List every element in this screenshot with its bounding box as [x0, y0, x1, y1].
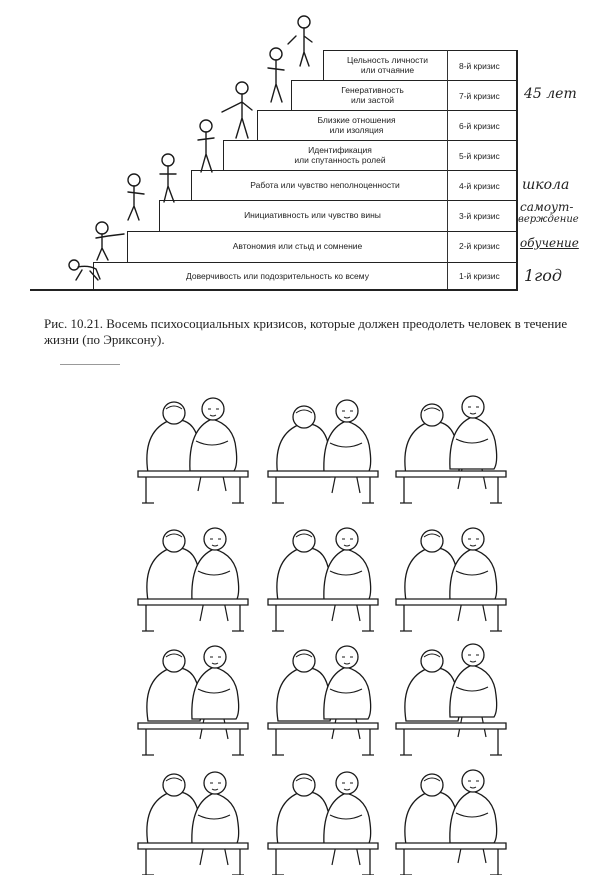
comic-panel-1-1: [138, 398, 248, 503]
comic-panel-2-1: [138, 528, 248, 631]
staircase-right-edge: [516, 50, 518, 290]
crisis-label-4: 4-й кризис: [459, 181, 500, 191]
elder-figure: [288, 16, 312, 66]
stage-label-6b: или изоляция: [329, 125, 384, 135]
handwritten-note-45-let: 45 лет: [524, 86, 577, 102]
toddler-figure: [96, 222, 124, 260]
handwritten-note-verzhdenie: верждение: [518, 214, 579, 225]
comic-panel-3-2: [268, 646, 378, 755]
stage-label-7a: Генеративность: [341, 85, 404, 95]
schoolchild-figure: [160, 154, 176, 202]
stage-label-5b: или спутанность ролей: [294, 155, 386, 165]
crisis-column-divider: [447, 50, 448, 290]
stage-label-1: Доверчивость или подозрительность ко всему: [186, 271, 369, 281]
comic-panel-3-3: [396, 644, 506, 755]
bench-comic-strip: [128, 385, 524, 875]
crisis-label-3: 3-й кризис: [459, 211, 500, 221]
comic-panel-2-3: [396, 528, 506, 631]
comic-panel-4-2: [268, 772, 378, 875]
stage-label-7b: или застой: [351, 95, 394, 105]
comic-panel-2-2: [268, 528, 378, 631]
comic-panel-1-3: [396, 396, 506, 503]
stage-label-8b: или отчаяние: [360, 65, 415, 75]
baby-figure: [69, 260, 100, 280]
crisis-label-2: 2-й кризис: [459, 241, 500, 251]
handwritten-note-shkola: школа: [522, 177, 570, 193]
adult-figure: [268, 48, 284, 102]
stage-label-5a: Идентификация: [308, 145, 372, 155]
stage-label-4: Работа или чувство неполноценности: [250, 180, 400, 190]
child-figure: [128, 174, 144, 220]
stage-label-3: Инициативность или чувство вины: [244, 210, 381, 220]
crisis-label-6: 6-й кризис: [459, 121, 500, 131]
stage-label-8a: Цельность личности: [347, 55, 428, 65]
crisis-label-7: 7-й кризис: [459, 91, 500, 101]
teen-figure: [198, 120, 214, 172]
comic-panel-4-1: [138, 772, 248, 875]
young-adult-figure: [222, 82, 252, 138]
handwritten-note-1god: 1год: [524, 266, 563, 285]
caption-separator: [60, 364, 120, 365]
figure-caption: Рис. 10.21. Восемь психосоциальных кризисов, которые должен преодолеть человек в течение жизни (по Эриксону).: [44, 316, 568, 347]
crisis-label-5: 5-й кризис: [459, 151, 500, 161]
crisis-label-8: 8-й кризис: [459, 61, 500, 71]
handwritten-note-obuchenie: обучение: [520, 236, 579, 250]
comic-panel-3-1: [138, 646, 248, 755]
stage-label-6a: Близкие отношения: [317, 115, 396, 125]
comic-panel-4-3: [396, 770, 506, 875]
handwritten-note-samout: самоут-: [520, 200, 574, 214]
climbing-figures-illustration: [60, 10, 330, 295]
stage-label-2: Автономия или стыд и сомнение: [232, 241, 363, 251]
crisis-label-1: 1-й кризис: [459, 271, 500, 281]
comic-panel-1-2: [268, 400, 378, 503]
